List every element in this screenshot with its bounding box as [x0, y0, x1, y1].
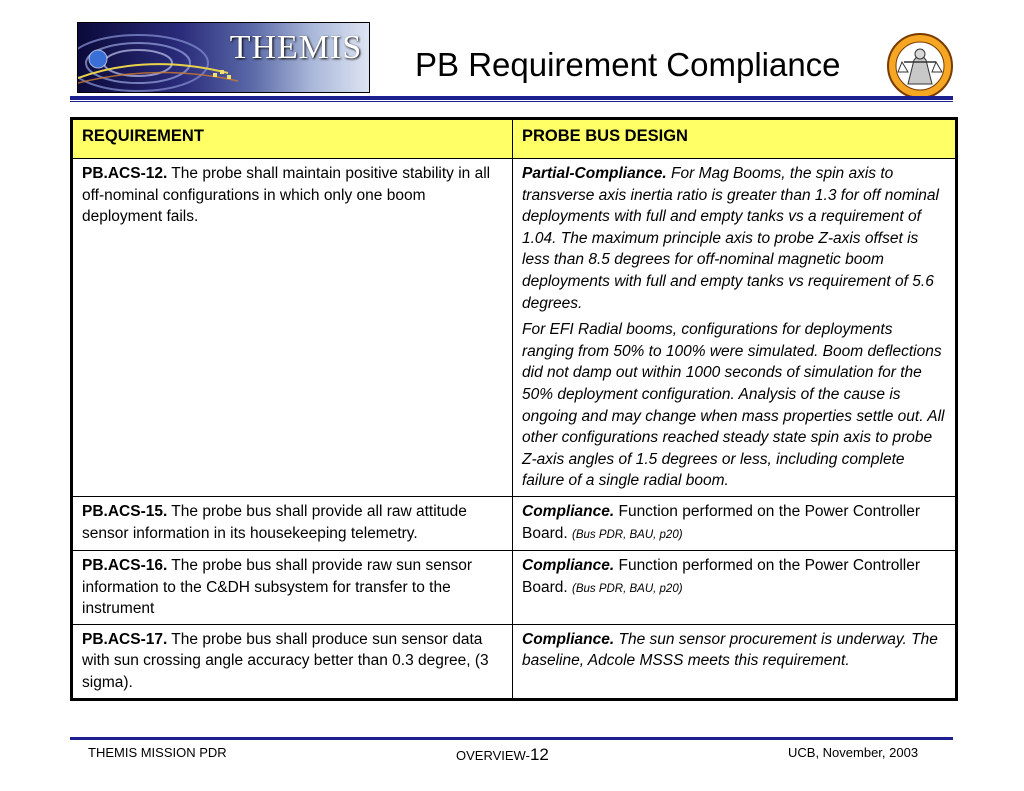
requirement-text: The probe bus shall provide all raw attitude sensor information in its housekeeping telemetry.: [82, 502, 467, 542]
requirement-id: PB.ACS-15.: [82, 502, 168, 520]
design-cell: [513, 624, 957, 699]
requirement-id: PB.ACS-17.: [82, 630, 168, 648]
compliance-status: Partial-Compliance.: [522, 165, 667, 182]
column-header-probe-bus-design: PROBE BUS DESIGN: [513, 119, 957, 159]
requirement-text: The probe bus shall produce sun sensor data with sun crossing angle accuracy better than 0.3 degree, (3 sigma).: [82, 630, 489, 692]
requirement-id: PB.ACS-16.: [82, 557, 168, 575]
table-row: [72, 624, 957, 699]
design-cell: [513, 159, 957, 497]
footer-rule: [70, 737, 953, 740]
table-row: [72, 496, 957, 550]
footer-page-label: [456, 745, 549, 765]
design-text-continued: For EFI Radial booms, configurations for deployments ranging from 50% to 100% were simulated. Boom deflections did not damp out within 1000 seconds of simulation for the 50% deployment configuration. Analysis of the cause is ongoing and may change when mass properties settle out. All other configurations reached steady state spin axis to probe Z-axis angles of 1.5 degrees or less, including complete failure of a single radial boom.: [522, 321, 945, 490]
table-header-row: [72, 119, 957, 159]
design-cell: [513, 551, 957, 625]
themis-logo-banner: [77, 22, 370, 93]
reference-note: (Bus PDR, BAU, p20): [571, 582, 683, 595]
requirement-cell: [72, 551, 513, 625]
page-number: 12: [529, 745, 549, 764]
reference-note: (Bus PDR, BAU, p20): [571, 528, 683, 541]
requirement-cell: [72, 159, 513, 497]
design-text: For Mag Booms, the spin axis to transverse axis inertia ratio is greater than 1.3 for off nominal deployments with full and empty tanks vs a requirement of 1.04. The maximum principle axis to probe Z-axis offset is less than 8.5 degrees for off-nominal magnetic boom deployments with full and empty tanks vs requirement of 5.6 degrees.: [522, 165, 939, 312]
themis-emblem-icon: [886, 32, 954, 100]
design-text: Function performed on the Power Controller Board.: [522, 502, 921, 542]
requirement-compliance-table: [70, 117, 958, 701]
title-rule-thin: [70, 101, 953, 102]
table-row: [72, 159, 957, 497]
table-row: [72, 551, 957, 625]
logo-text: THEMIS: [229, 29, 363, 66]
requirement-cell: [72, 496, 513, 550]
requirement-text: The probe bus shall provide raw sun sensor information to the C&DH subsystem for transfer to the instrument: [82, 557, 472, 618]
compliance-status: Compliance.: [522, 502, 615, 520]
requirement-text: The probe shall maintain positive stability in all off-nominal configurations in which only one boom deployment fails.: [82, 165, 491, 226]
compliance-status: Compliance.: [522, 557, 615, 575]
footer-mission: THEMIS MISSION PDR: [88, 745, 227, 760]
compliance-status: Compliance.: [522, 630, 615, 648]
page-title: PB Requirement Compliance: [415, 46, 841, 83]
design-text: The sun sensor procurement is underway. The baseline, Adcole MSSS meets this requirement.: [522, 630, 938, 670]
footer-section: OVERVIEW-: [456, 748, 530, 763]
title-rule: [70, 96, 953, 100]
design-cell: [513, 496, 957, 550]
column-header-requirement: REQUIREMENT: [72, 119, 513, 159]
requirement-cell: [72, 624, 513, 699]
requirement-id: PB.ACS-12.: [82, 165, 168, 182]
design-text: Function performed on the Power Controller Board.: [522, 557, 921, 596]
footer-date: UCB, November, 2003: [788, 745, 919, 760]
